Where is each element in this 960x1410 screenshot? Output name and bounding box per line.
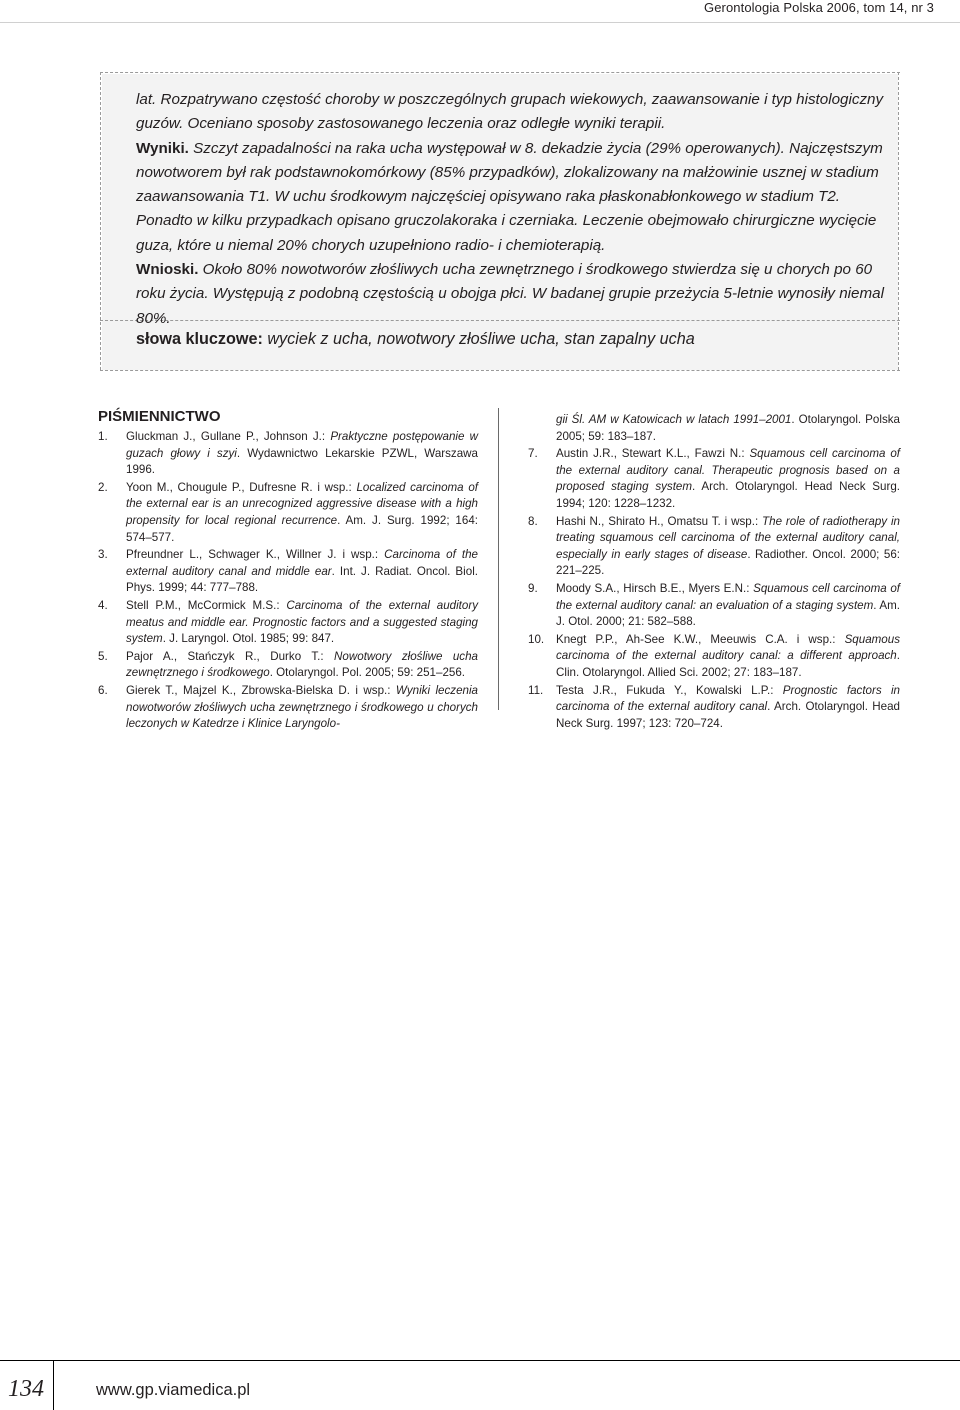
references-left-column	[98, 429, 478, 734]
reference-item: 2. Yoon M., Chougule P., Dufresne R. i wsp.: Localized carcinoma of the external ear is an unrecognized aggressive disease with a high propensity for local regional recurrence. Am. J. Surg. 1992; 164: 574–577.	[98, 480, 479, 544]
reference-item: 6. Gierek T., Majzel K., Zbrowska-Bielska D. i wsp.: Wyniki leczenia nowotworów złośliwych ucha zewnętrznego i środkowego u chorych leczonych w Katedrze i Klinice Laryngolo-	[98, 683, 478, 731]
footer-divider	[53, 1360, 54, 1410]
abstract-frame-left	[100, 72, 101, 370]
references-title: PIŚMIENNICTWO	[98, 408, 221, 425]
abstract-text	[136, 88, 892, 331]
conclusions-text: Około 80% nowotworów złośliwych ucha zewnętrznego i środkowego stwierdza się u chorych po 60 roku życia. Występują z podobną częstością u obojga płci. W badanej grupie przeżycia 5-letnie wynosiły niemal 80%.	[136, 261, 884, 327]
column-divider	[498, 408, 499, 710]
results-text: Szczyt zapadalności na raka ucha występował w 8. dekadzie życia (29% operowanych). Najczęstszym nowotworem był rak podstawnokomórkowy (85% przypadków), zlokalizowany na małżowinie usznej w stadium zaawansowania T1. W uchu środkowym najczęściej opisywano raka płaskonabłonkowego w stadium T2. Ponadto w kilku przypadkach opisano gruczolakoraka i czerniaka. Leczenie obejmowało chirurgiczne wycięcie guza, które u niemal 20% chorych uzupełniono radio- i chemioterapią.	[136, 139, 883, 254]
abstract-frame-top	[100, 72, 900, 73]
results-label: Wyniki.	[136, 139, 189, 157]
reference-item: 7. Austin J.R., Stewart K.L., Fawzi N.: Squamous cell carcinoma of the external auditory canal. Therapeutic prognosis based on a proposed staging system. Arch. Otolaryngol. Head Neck Surg. 1994; 120: 1228–1232.	[528, 447, 901, 510]
reference-item: 8. Hashi N., Shirato H., Omatsu T. i wsp.: The role of radiotherapy in treating squamous cell carcinoma of the external auditory canal, especially in early stages of disease. Radiother. Oncol. 2000; 56: 221–225.	[528, 514, 900, 578]
keywords-text: wyciek z ucha, nowotwory złośliwe ucha, stan zapalny ucha	[262, 330, 695, 348]
reference-item: 11. Testa J.R., Fukuda Y., Kowalski L.P.: Prognostic factors in carcinoma of the external auditory canal. Arch. Otolaryngol. Head Neck Surg. 1997; 123: 720–724.	[528, 683, 900, 730]
conclusions-label: Wnioski.	[136, 261, 199, 279]
reference-item: 5. Pajor A., Stańczyk R., Durko T.: Nowotwory złośliwe ucha zewnętrznego i środkowego. Otolaryngol. Pol. 2005; 59: 251–256.	[98, 649, 478, 680]
website-link[interactable]: www.gp.viamedica.pl	[96, 1381, 251, 1399]
reference-item: 9. Moody S.A., Hirsch B.E., Myers E.N.: Squamous cell carcinoma of the external auditory canal: an evaluation of a staging system. Am. J. Otol. 2000; 21: 582–588.	[528, 581, 900, 629]
references-right-column	[528, 412, 900, 733]
reference-item: 3. Pfreundner L., Schwager K., Willner J. i wsp.: Carcinoma of the external auditory canal and middle ear. Int. J. Radiat. Oncol. Biol. Phys. 1999; 44: 777–788.	[98, 548, 478, 595]
reference-continuation: gii Śl. AM w Katowicach w latach 1991–2001. Otolaryngol. Polska 2005; 59: 183–187.	[556, 413, 900, 443]
keywords	[136, 330, 892, 349]
reference-item: 10. Knegt P.P., Ah-See K.W., Meeuwis C.A. i wsp.: Squamous carcinoma of the external auditory canal: a different approach. Clin. Otolaryngol. Allied Sci. 2002; 27: 183–187.	[528, 632, 900, 679]
reference-item: 4. Stell P.M., McCormick M.S.: Carcinoma of the external auditory meatus and middle ear. Prognostic factors and a suggested staging system. J. Laryngol. Otol. 1985; 99: 847.	[98, 598, 479, 646]
journal-header: Gerontologia Polska 2006, tom 14, nr 3	[704, 0, 934, 15]
abstract-conclusions	[136, 258, 892, 331]
keywords-label: słowa kluczowe:	[136, 330, 263, 348]
abstract-intro: lat. Rozpatrywano częstość choroby w poszczególnych grupach wiekowych, zaawansowanie i typ histologiczny guzów. Oceniano sposoby zastosowanego leczenia oraz odległe wyniki terapii.	[136, 91, 884, 133]
page-number: 134	[8, 1376, 44, 1402]
abstract-results	[136, 137, 892, 258]
abstract-frame-right	[898, 72, 899, 370]
reference-item: 1. Gluckman J., Gullane P., Johnson J.: Praktyczne postępowanie w guzach głowy i szyi. Wydawnictwo Lekarskie PZWL, Warszawa 1996.	[98, 430, 478, 477]
abstract-frame-bottom	[100, 370, 900, 371]
footer-rule	[0, 1360, 960, 1361]
